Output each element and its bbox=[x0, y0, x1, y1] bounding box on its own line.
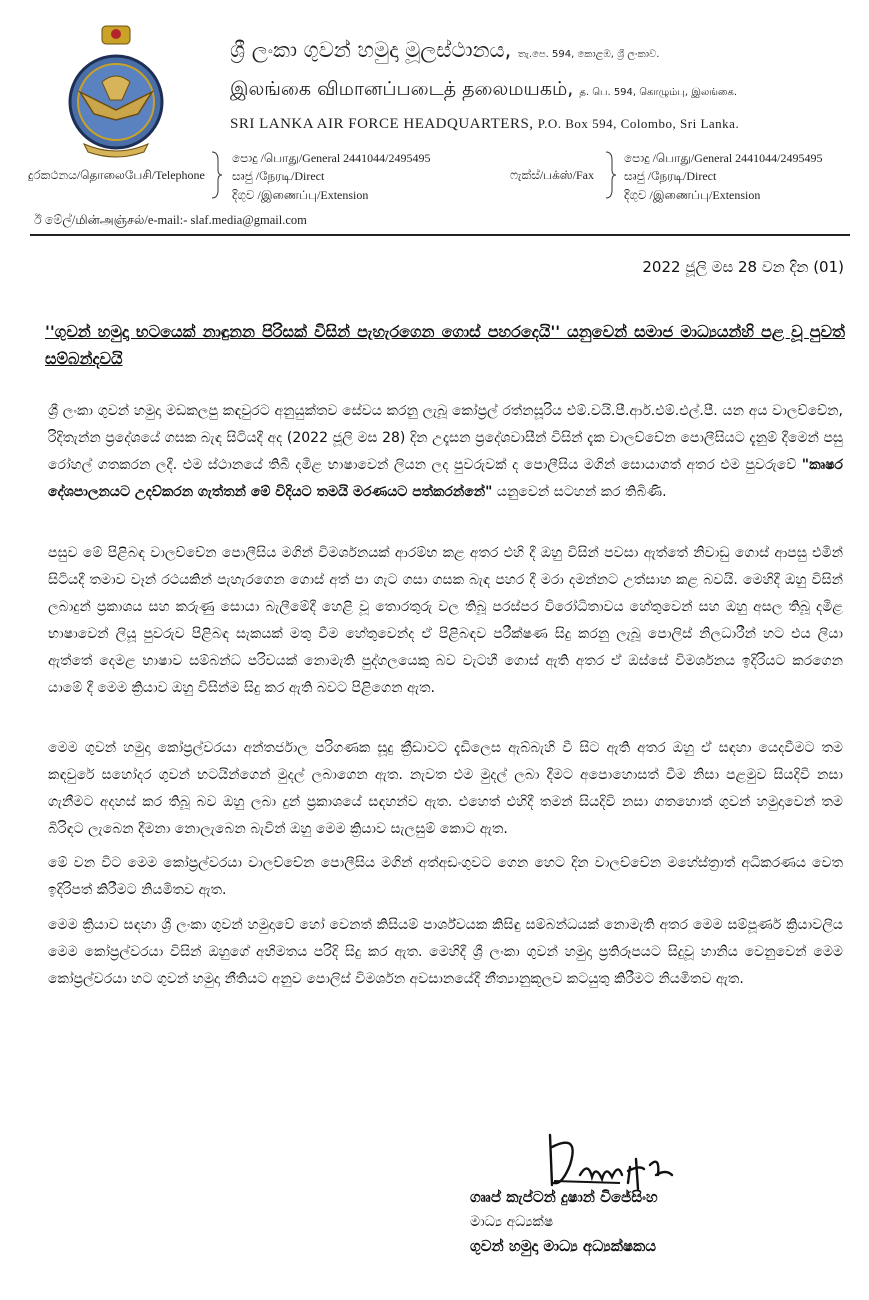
email-line: ඊ මේල්/மின்அஞ்சல்/e-mail:- slaf.media@gmail.com bbox=[34, 213, 307, 227]
letterhead-english: SRI LANKA AIR FORCE HEADQUARTERS, P.O. Box 594, Colombo, Sri Lanka. bbox=[230, 116, 740, 132]
letterhead-sinhala-address: තැ.පෙ. 594, කොළඹ, ශ්‍රී ලංකාව. bbox=[518, 49, 660, 60]
fax-direct: සෘජු /நேரடி/Direct bbox=[624, 169, 717, 183]
letterhead-sinhala: ශ්‍රී ලංකා ගුවන් හමුදා මූලස්ථානය, තැ.පෙ. 594, කොළඹ, ශ්‍රී ලංකාව. bbox=[230, 38, 660, 62]
tel-general: පොදු /பொது/General 2441044/2495495 bbox=[232, 151, 431, 165]
fax-extension: දිගුව /இணைப்பு/Extension bbox=[624, 188, 761, 202]
brace-icon bbox=[604, 150, 616, 200]
paragraph-4: මේ වන විට මෙම කෝප්‍රල්වරයා වාලච්චේන පොලීසිය මගින් අත්අඩංගුවට ගෙන හෙට දින වාලච්චේන මහේස්ත්‍රාත් අධිකරණය වෙත ඉදිරිපත් කිරීමට නියමිතව ඇත. bbox=[48, 855, 843, 898]
signatory-name: ගෲප් කැප්ටන් දුෂාන් විජේසිංහ bbox=[470, 1188, 658, 1206]
header-divider bbox=[30, 234, 850, 236]
signatory-unit: ගුවන් හමුදා මාධ්‍ය අධ්‍යක්ෂකය bbox=[470, 1237, 657, 1255]
paragraph-2: පසුව මේ පිළිබඳ වාලච්චේන පොලීසිය මගින් විමර්ශනයක් ආරම්භ කළ අතර එහි දී ඔහු විසින් පවසා ඇත්තේ නිවාඩු ගොස් ආපසු එමින් සිටියදී තමාව වෑන් රථයකින් පැහැරගෙන ගොස් අත් පා ගැට ගසා ගසක බැඳ පහර දී මරා දමන්නට උත්සාහ කළ බවයි. මෙහිදී ඔහු විසින් ලබාදුන් ප්‍රකාශය සහ කරුණු සොයා බැලීමේදී හෙළි වූ තොරතුරු වල තිබූ පරස්පර විරෝධිතාවය හේතුවෙන් සහ ඔහු අසල තිබූ දමිළ භාෂාවෙන් ලියූ පුවරුව පිළිබඳ සැකයක් මතු වීම හේතුවෙන්ද ඒ පිළිබඳව පරීක්ෂණ සිදු කරනු ලැබූ පොලිස් නිලධාරීන් හට එය ලියා ඇත්තේ දෙමළ භාෂාව සම්බන්ධ පරිචයක් නොමැති පුද්ගලයෙකු බව වැටහී ගොස් ඇති අතර ඒ ඔස්සේ විමර්ශනය ඉදිරියට කරගෙන යාමේ දී මෙම ක්‍රියාව ඔහු විසින්ම සිදු කර ඇති බවට පිළිගෙන ඇත. bbox=[48, 545, 843, 696]
fax-general: පොදු /பொது/General 2441044/2495495 bbox=[624, 151, 823, 165]
tel-extension: දිගුව /இணைப்பு/Extension bbox=[232, 188, 369, 202]
letterhead-english-address: P.O. Box 594, Colombo, Sri Lanka. bbox=[537, 116, 740, 131]
quoted-board-text: "කෘෂර දේශපාලනයට උදව්කරන ගැත්තන් මේ විදියට තමයි මරණයට පත්කරන්නේ" bbox=[48, 457, 843, 500]
air-force-crest-logo bbox=[62, 22, 170, 160]
document-date: 2022 ජූලි මස 28 වන දින (01) bbox=[642, 258, 844, 276]
letterhead-tamil-address: த. பெ. 594, கொழும்பு, இலங்கை. bbox=[579, 87, 738, 98]
signatory-title: මාධ්‍ය අධ්‍යක්ෂ bbox=[470, 1214, 554, 1230]
paragraph-1: ශ්‍රී ලංකා ගුවන් හමුදා මඩකලපු කඳවුරට අනුයුක්තව සේවය කරනු ලැබූ කෝප්‍රල් රත්නසූරිය එම්.වයි.පී.ආර්.එම්.එල්.පී. යන අය වාලච්චේන, රිදිතැන්න ප්‍රදේශයේ ගසක බැඳ සිටියදී අද (2022 ජූලි මස 28) දින උදෑසන ප්‍රදේශවාසීන් විසින් දැක වාලච්චේන පොලීසියට දැනුම් දීමෙන් පසු රෝහල් ගතකරන ලදී. එම ස්ථානයේ තිබී දමිළ භාෂාවෙන් ලියන ලද පුවරුවක් ද පොලීසිය මගින් සොයාගත් අතර එම පුවරුවේ "කෘෂර දේශපාලනයට උදව්කරන ගැත්තන් මේ විදියට තමයි මරණයට පත්කරන්නේ" යනුවෙන් සටහන් කර තිබිණි. bbox=[48, 403, 843, 500]
paragraph-5: මෙම ක්‍රියාව සඳහා ශ්‍රී ලංකා ගුවන් හමුදාවේ හෝ වෙනත් කිසියම් පාර්ශ්වයක කිසිඳු සම්බන්ධයක් නොමැති අතර මෙම සම්පූර්ණ ක්‍රියාවලිය මෙම කෝප්‍රල්වරයා විසින් ඔහුගේ අභිමතය පරිදි සිදු කර ඇත. මෙහිදී ශ්‍රී ලංකා ගුවන් හමුදා ප්‍රතිරූපයට සිදුවූ හානිය වෙනුවෙන් මෙම කෝප්‍රල්වරයා හට ගුවන් හමුදා නීතියට අනුව පොලිස් විමර්ශන අවසානයේදී නීත්‍යානුකූලව කටයුතු කිරීමට නියමිතව ඇත. bbox=[48, 917, 843, 987]
handwritten-signature bbox=[540, 1125, 700, 1195]
fax-label: ෆැක්ස්/பக்ஸ்/Fax bbox=[510, 168, 595, 182]
paragraph-3: මෙම ගුවන් හමුදා කෝප්‍රල්වරයා අන්තර්ජාල පරිගණක සූදු ක්‍රීඩාවට දැඩිලෙස ඇබ්බැහි වී සිට ඇති අතර ඔහු ඒ සඳහා යෙදවීමට තම කඳවුරේ සහෝදර ගුවන් භටයින්ගෙන් මුදල් ලබාගෙන ඇත. නැවත එම මුදල් ලබා දීමට අපොහොසත් වීම නිසා පළමුව සියදිවි නසා ගැනීමට අදහස් කර තිබූ බව ඔහු ලබා දුන් ප්‍රකාශයේ සඳහන්ව ඇත. එහෙත් එහිදී තමන් සියදිවි නසා ගතහොත් ගුවන් හමුදාවෙන් තම බිරිඳට ලැබෙන දීමනා නොලැබෙන බැවින් ඔහු මෙම ක්‍රියාව සැලසුම් කොට ඇත. bbox=[48, 740, 843, 837]
brace-icon bbox=[210, 150, 222, 200]
press-release-headline: ''ගුවන් හමුදා භටයෙක් නාඳුනන පිරිසක් විසින් පැහැරගෙන ගොස් පහරදෙයි'' යනුවෙන් සමාජ මාධ්‍යයන්හි පළ වූ පුවත් සම්බන්දවයි bbox=[45, 322, 845, 368]
tel-direct: සෘජු /நேரடி/Direct bbox=[232, 169, 325, 183]
telephone-label: දුරකථනය/தொலைபேசி/Telephone bbox=[28, 168, 205, 182]
letterhead-tamil: இலங்கை விமானப்படைத் தலைமயகம், த. பெ. 594, கொழும்பு, இலங்கை. bbox=[230, 78, 738, 100]
